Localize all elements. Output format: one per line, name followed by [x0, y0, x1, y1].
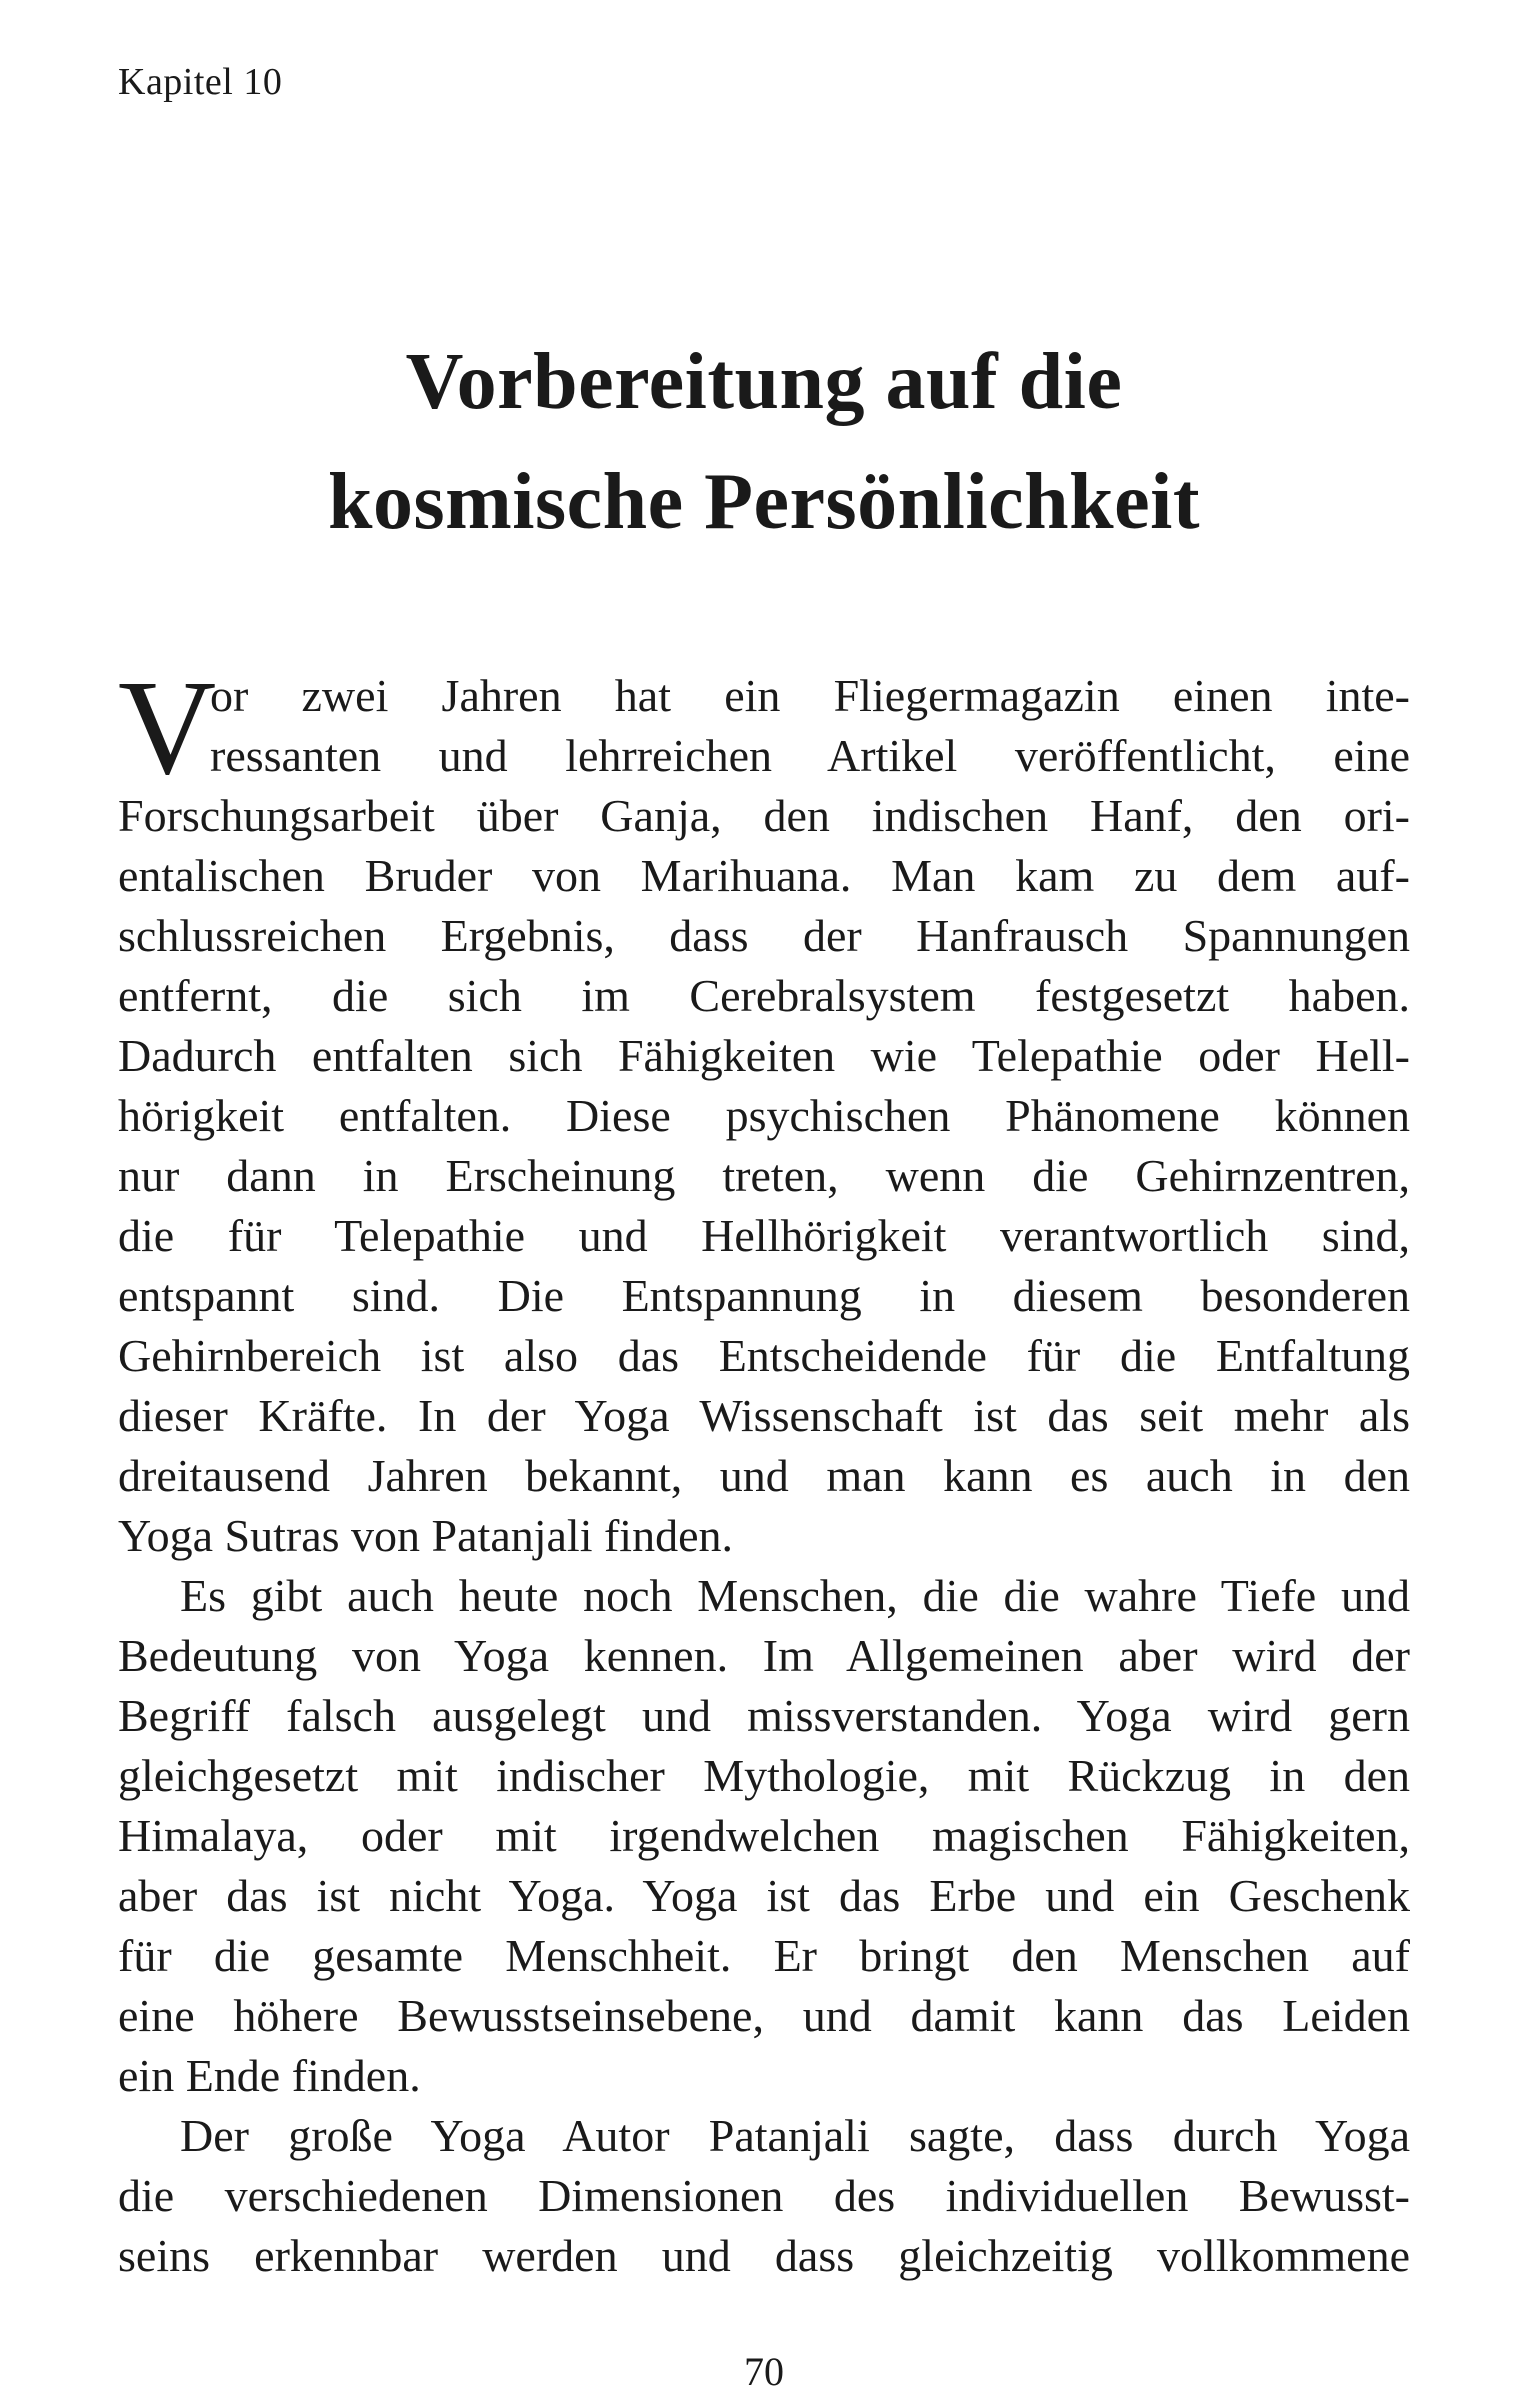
text-line: ressanten und lehrreichen Artikel veröffentlicht, eine [210, 730, 1410, 781]
text-line: gleichgesetzt mit indischer Mythologie, mit Rückzug in den [118, 1750, 1410, 1801]
text-line: für die gesamte Menschheit. Er bringt den Menschen auf [118, 1930, 1410, 1981]
chapter-title-line-2: kosmische Persönlichkeit [328, 458, 1200, 546]
text-line: Himalaya, oder mit irgendwelchen magischen Fähigkeiten, [118, 1810, 1410, 1861]
text-line: Der große Yoga Autor Patanjali sagte, dass durch Yoga [180, 2110, 1410, 2161]
text-line: aber das ist nicht Yoga. Yoga ist das Erbe und ein Geschenk [118, 1870, 1410, 1921]
text-line: seins erkennbar werden und dass gleichzeitig vollkommene [118, 2230, 1410, 2281]
page-number: 70 [744, 2349, 784, 2394]
text-line: Dadurch entfalten sich Fähigkeiten wie Telepathie oder Hell- [118, 1030, 1410, 1081]
text-line: die verschiedenen Dimensionen des individuellen Bewusst- [118, 2170, 1410, 2221]
text-line: die für Telepathie und Hellhörigkeit verantwortlich sind, [118, 1210, 1410, 1261]
paragraph-3 [118, 2106, 1410, 2286]
drop-cap: V [118, 653, 217, 803]
text-line: Forschungsarbeit über Ganja, den indischen Hanf, den ori- [118, 790, 1410, 841]
text-line: ein Ende finden. [118, 2050, 421, 2101]
chapter-title [0, 322, 1528, 562]
text-line: hörigkeit entfalten. Diese psychischen Phänomene können [118, 1090, 1410, 1141]
text-line: Bedeutung von Yoga kennen. Im Allgemeinen aber wird der [118, 1630, 1410, 1681]
text-line: or zwei Jahren hat ein Fliegermagazin einen inte- [210, 670, 1410, 721]
text-line: nur dann in Erscheinung treten, wenn die Gehirnzentren, [118, 1150, 1410, 1201]
chapter-title-line-1: Vorbereitung auf die [405, 338, 1123, 426]
text-line: Yoga Sutras von Patanjali finden. [118, 1510, 734, 1561]
text-line: entalischen Bruder von Marihuana. Man kam zu dem auf- [118, 850, 1410, 901]
text-line: dreitausend Jahren bekannt, und man kann es auch in den [118, 1450, 1410, 1501]
text-line: Begriff falsch ausgelegt und missverstanden. Yoga wird gern [118, 1690, 1410, 1741]
body-text [118, 653, 1410, 2286]
text-line: Gehirnbereich ist also das Entscheidende für die Entfaltung [118, 1330, 1410, 1381]
text-line: entfernt, die sich im Cerebralsystem festgesetzt haben. [118, 970, 1410, 1021]
text-line: dieser Kräfte. In der Yoga Wissenschaft ist das seit mehr als [118, 1390, 1410, 1441]
text-line: entspannt sind. Die Entspannung in diesem besonderen [118, 1270, 1410, 1321]
paragraph-1 [118, 666, 1410, 1566]
chapter-label: Kapitel 10 [118, 61, 283, 103]
paragraph-2 [118, 1566, 1410, 2106]
text-line: schlussreichen Ergebnis, dass der Hanfrausch Spannungen [118, 910, 1410, 961]
text-line: eine höhere Bewusstseinsebene, und damit kann das Leiden [118, 1990, 1410, 2041]
text-line: Es gibt auch heute noch Menschen, die die wahre Tiefe und [180, 1570, 1410, 1621]
